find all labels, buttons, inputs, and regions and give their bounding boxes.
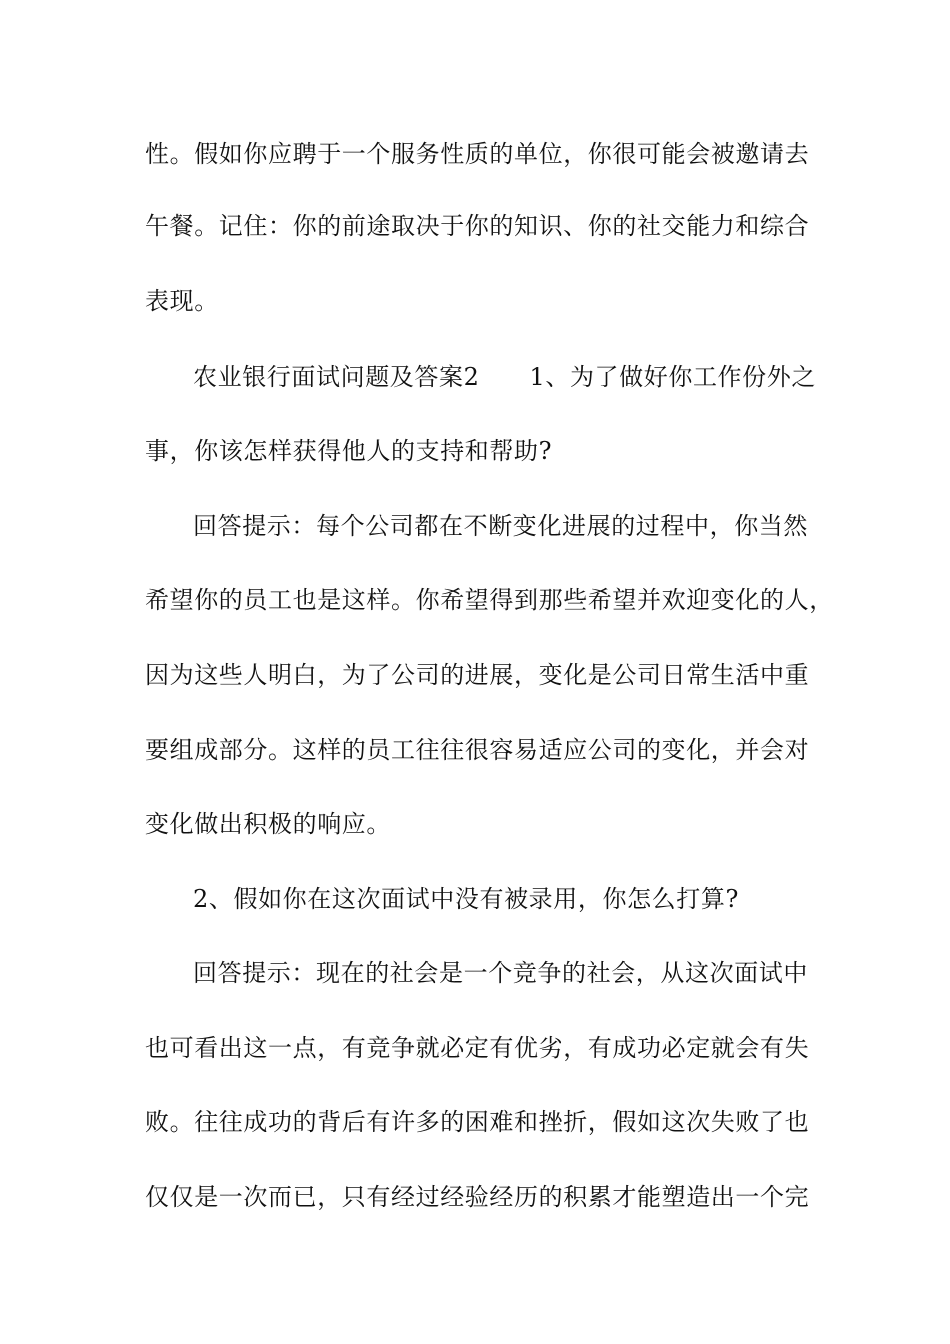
section-heading-line bbox=[193, 362, 816, 392]
section-title: 农业银行面试问题及答案2 bbox=[193, 363, 480, 391]
question-line: 2、假如你在这次面试中没有被录用，你怎么打算? bbox=[193, 885, 739, 913]
text-line: 性。假如你应聘于一个服务性质的单位，你很可能会被邀请去 bbox=[145, 140, 810, 168]
text-line: 要组成部分。这样的员工往往很容易适应公司的变化，并会对 bbox=[145, 736, 810, 764]
text-line: 败。往往成功的背后有许多的困难和挫折，假如这次失败了也 bbox=[145, 1108, 810, 1136]
text-line: 表现。 bbox=[145, 287, 219, 315]
text-line: 仅仅是一次而已，只有经过经验经历的积累才能塑造出一个完 bbox=[145, 1183, 810, 1211]
text-line: 因为这些人明白，为了公司的进展，变化是公司日常生活中重 bbox=[145, 661, 810, 689]
text-line: 午餐。记住：你的前途取决于你的知识、你的社交能力和综合 bbox=[145, 212, 810, 240]
text-line: 回答提示：每个公司都在不断变化进展的过程中，你当然 bbox=[193, 512, 808, 540]
text-line: 事，你该怎样获得他人的支持和帮助? bbox=[145, 437, 553, 465]
question-text: 1、为了做好你工作份外之 bbox=[529, 363, 816, 391]
text-line: 回答提示：现在的社会是一个竞争的社会，从这次面试中 bbox=[193, 959, 808, 987]
text-line: 变化做出积极的响应。 bbox=[145, 810, 391, 838]
text-line: 希望你的员工也是这样。你希望得到那些希望并欢迎变化的人， bbox=[145, 586, 834, 614]
text-line: 也可看出这一点，有竞争就必定有优劣，有成功必定就会有失 bbox=[145, 1034, 810, 1062]
